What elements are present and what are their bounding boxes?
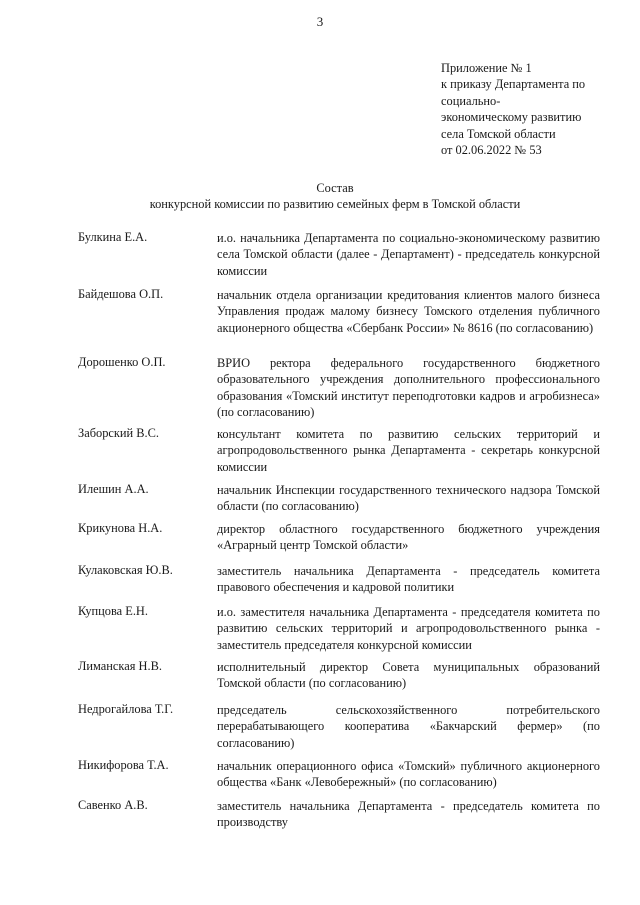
member-role: председатель сельскохозяйственного потребительского перерабатывающего кооператива «Бакчарский фермер» (по согласованию) xyxy=(217,703,600,750)
member-name: Дорошенко О.П. xyxy=(78,355,166,369)
member-name: Недрогайлова Т.Г. xyxy=(78,702,174,716)
document-title xyxy=(60,180,610,213)
appendix-line: социально- xyxy=(441,93,501,108)
member-name: Булкина Е.А. xyxy=(78,230,148,244)
member-name: Лиманская Н.В. xyxy=(78,659,162,673)
member-role: исполнительный директор Совета муниципальных образований Томской области (по согласованию) xyxy=(217,660,600,691)
member-name: Кулаковская Ю.В. xyxy=(78,563,173,577)
member-name: Илешин А.А. xyxy=(78,482,149,496)
member-name: Крикунова Н.А. xyxy=(78,521,163,535)
member-role: и.о. заместителя начальника Департамента - председателя комитета по развитию сельских территорий и агропродовольственного рынка - заместитель председателя конкурсной комиссии xyxy=(217,605,600,652)
member-role: заместитель начальника Департамента - председатель комитета правового обеспечения и кадровой политики xyxy=(217,564,600,595)
member-role: начальник операционного офиса «Томский» публичного акционерного общества «Банк «Левобережный» (по согласованию) xyxy=(217,759,600,790)
member-role: ВРИО ректора федерального государственного бюджетного образовательного учреждения дополнительного профессионального образования «Томский институт переподготовки кадров и агробизнеса» (по согласованию) xyxy=(217,356,600,420)
member-role: директор областного государственного бюджетного учреждения «Аграрный центр Томской области» xyxy=(217,522,600,553)
appendix-line: к приказу Департамента по xyxy=(441,77,586,92)
page-number: 3 xyxy=(316,14,324,29)
appendix-block xyxy=(441,60,611,158)
title-line: конкурсной комиссии по развитию семейных ферм в Томской области xyxy=(149,197,521,212)
member-role: консультант комитета по развитию сельских территорий и агропродовольственного рынка Департамента - секретарь конкурсной комиссии xyxy=(217,427,600,474)
title-line: Состав xyxy=(316,181,354,195)
member-name: Никифорова Т.А. xyxy=(78,758,169,772)
member-name: Заборский В.С. xyxy=(78,426,160,440)
appendix-line: экономическому развитию xyxy=(441,110,582,125)
member-role: заместитель начальника Департамента - председатель комитета по производству xyxy=(217,799,600,830)
member-role: и.о. начальника Департамента по социально-экономическому развитию села Томской области (далее - Департамент) - председатель конкурсной комиссии xyxy=(217,231,600,278)
appendix-line: села Томской области xyxy=(441,126,556,141)
member-name: Савенко А.В. xyxy=(78,798,148,812)
member-role: начальник отдела организации кредитования клиентов малого бизнеса Управления продаж малому бизнесу Томского отделения публичного акционерного общества «Сбербанк России» № 8616 (по согласованию) xyxy=(217,288,600,335)
member-role: начальник Инспекции государственного технического надзора Томской области (по согласованию) xyxy=(217,483,600,514)
appendix-line: Приложение № 1 xyxy=(441,61,532,75)
member-name: Байдешова О.П. xyxy=(78,287,164,301)
appendix-line: от 02.06.2022 № 53 xyxy=(441,143,542,158)
member-name: Купцова Е.Н. xyxy=(78,604,148,618)
